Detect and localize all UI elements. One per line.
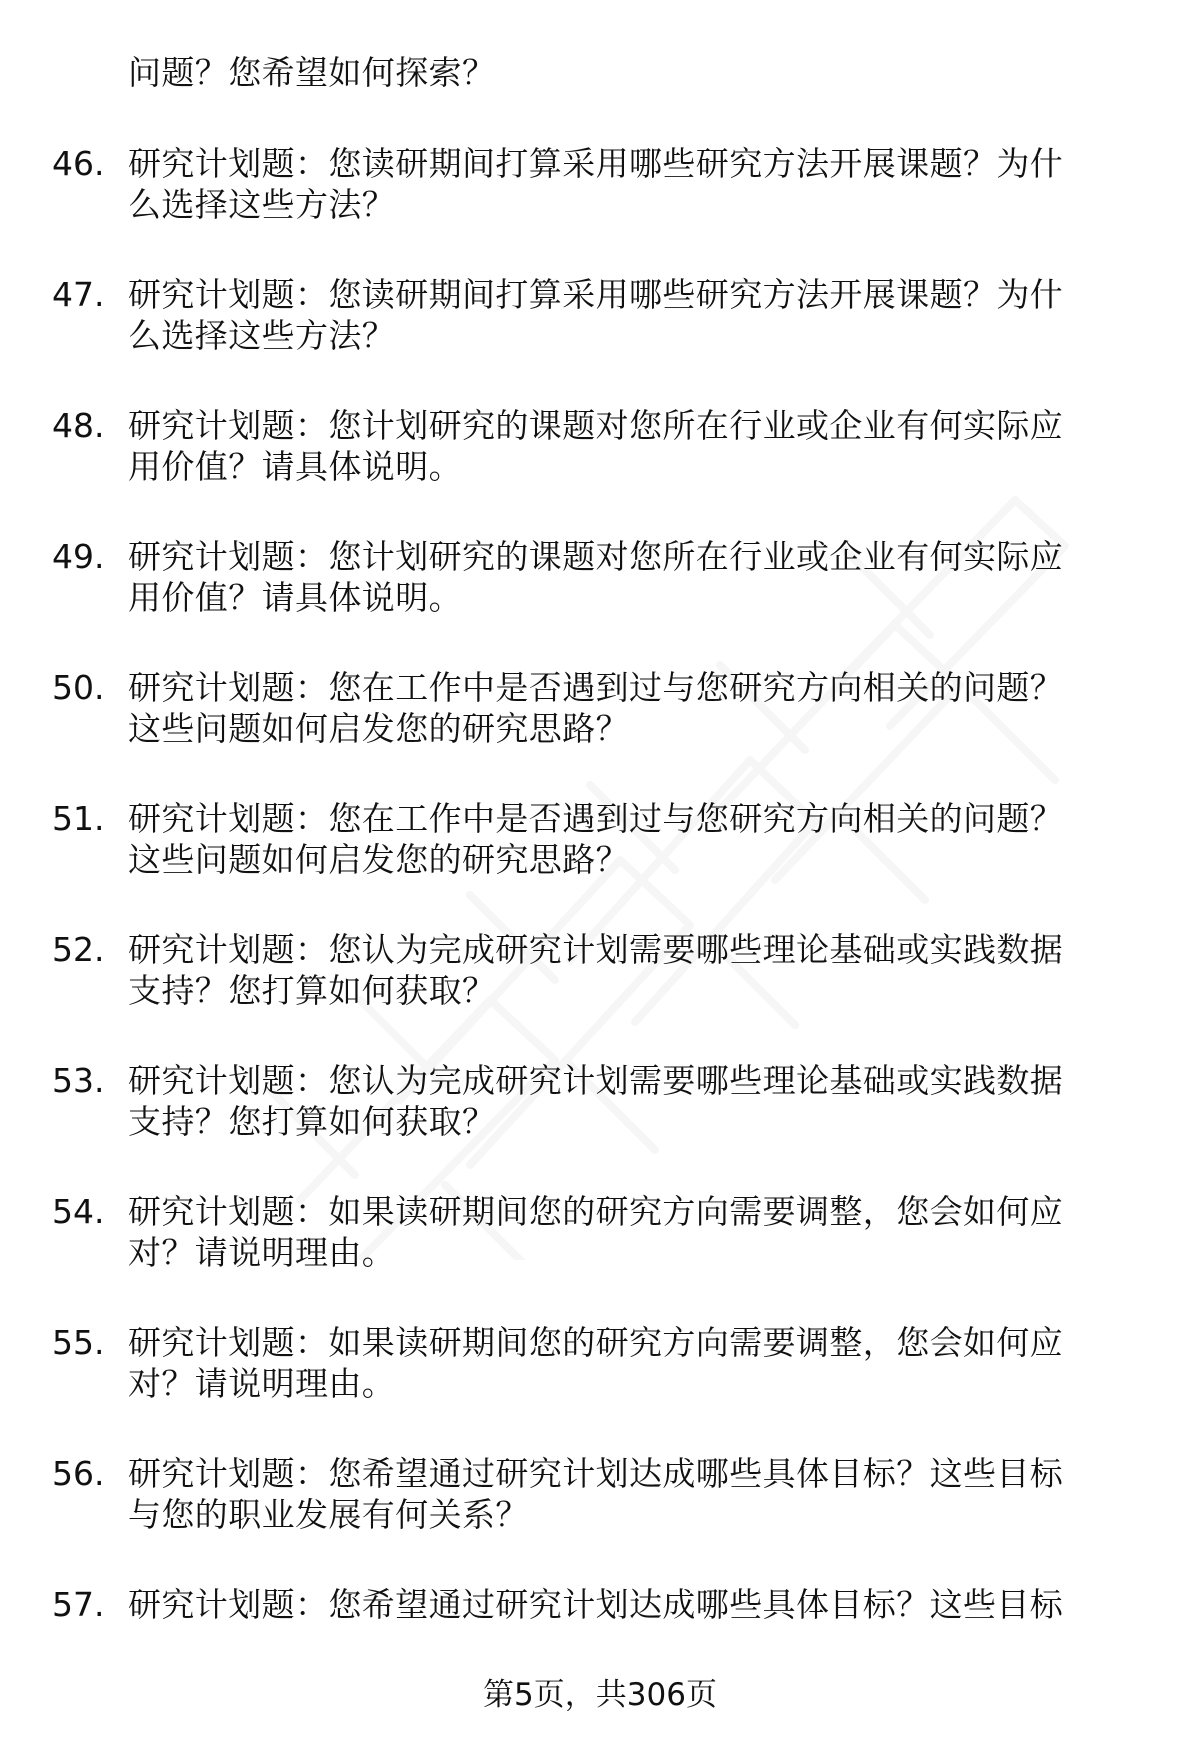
question-text: 研究计划题：您在工作中是否遇到过与您研究方向相关的问题？ 这些问题如何启发您的研究思路？ — [128, 799, 1064, 879]
question-number: 51. — [52, 799, 105, 838]
question-text: 研究计划题：如果读研期间您的研究方向需要调整，您会如何应 对？请说明理由。 — [128, 1323, 1064, 1403]
question-item-54 — [52, 1191, 1148, 1273]
question-item-56 — [52, 1453, 1148, 1535]
question-number: 55. — [52, 1323, 105, 1362]
question-text: 研究计划题：您认为完成研究计划需要哪些理论基础或实践数据 支持？您打算如何获取？ — [128, 1061, 1064, 1141]
question-text: 研究计划题：您认为完成研究计划需要哪些理论基础或实践数据 支持？您打算如何获取？ — [128, 930, 1064, 1010]
question-text: 研究计划题：您在工作中是否遇到过与您研究方向相关的问题？ 这些问题如何启发您的研究思路？ — [128, 668, 1064, 748]
question-text: 研究计划题：您希望通过研究计划达成哪些具体目标？这些目标 — [128, 1585, 1064, 1624]
question-number: 57. — [52, 1585, 105, 1624]
question-item-51 — [52, 798, 1148, 880]
page-number-footer: 第5页，共306页 — [483, 1677, 717, 1713]
continued-question-text: 问题？您希望如何探索？ — [128, 53, 496, 92]
question-number: 53. — [52, 1061, 105, 1100]
question-text: 研究计划题：您计划研究的课题对您所在行业或企业有何实际应 用价值？请具体说明。 — [128, 406, 1064, 486]
question-item-47 — [52, 274, 1148, 356]
question-number: 52. — [52, 930, 105, 969]
question-text: 研究计划题：如果读研期间您的研究方向需要调整，您会如何应 对？请说明理由。 — [128, 1192, 1064, 1272]
question-number: 46. — [52, 144, 105, 183]
question-text: 研究计划题：您计划研究的课题对您所在行业或企业有何实际应 用价值？请具体说明。 — [128, 537, 1064, 617]
question-text: 研究计划题：您读研期间打算采用哪些研究方法开展课题？为什 么选择这些方法？ — [128, 275, 1064, 355]
question-item-49 — [52, 536, 1148, 618]
question-text: 研究计划题：您读研期间打算采用哪些研究方法开展课题？为什 么选择这些方法？ — [128, 144, 1064, 224]
question-number: 56. — [52, 1454, 105, 1493]
question-number: 49. — [52, 537, 105, 576]
question-number: 48. — [52, 406, 105, 445]
question-item-53 — [52, 1060, 1148, 1142]
question-number: 50. — [52, 668, 105, 707]
question-item-50 — [52, 667, 1148, 749]
question-item-52 — [52, 929, 1148, 1011]
question-item-55 — [52, 1322, 1148, 1404]
question-item-57 — [52, 1584, 1148, 1625]
question-item-48 — [52, 405, 1148, 487]
question-text: 研究计划题：您希望通过研究计划达成哪些具体目标？这些目标 与您的职业发展有何关系？ — [128, 1454, 1064, 1534]
question-number: 47. — [52, 275, 105, 314]
question-list — [0, 52, 1200, 1674]
question-number: 54. — [52, 1192, 105, 1231]
question-item-46 — [52, 143, 1148, 225]
